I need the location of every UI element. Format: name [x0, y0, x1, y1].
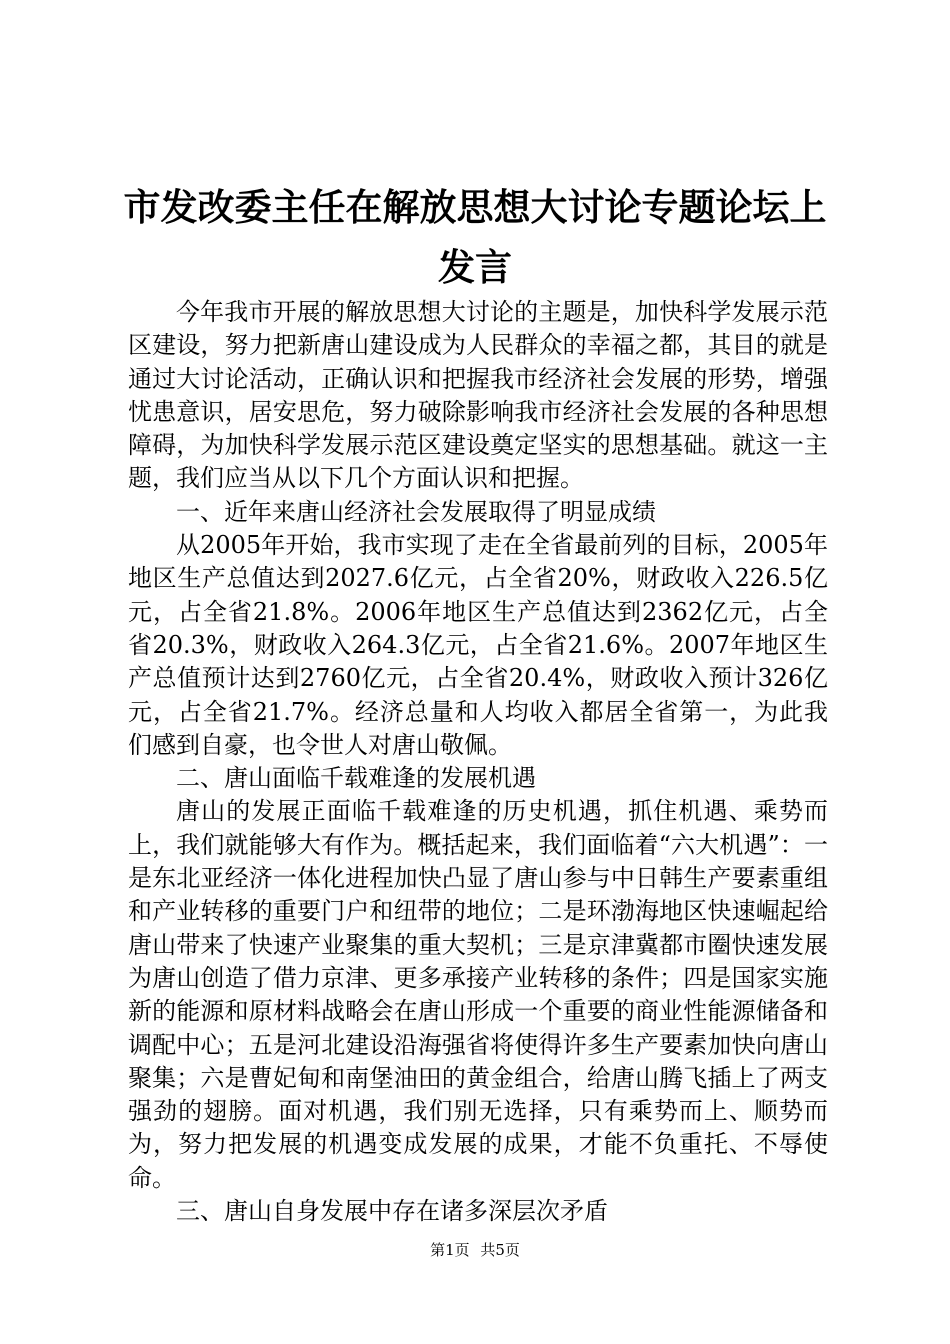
page-total: 共5页 — [480, 1241, 520, 1259]
paragraph: 唐山的发展正面临千载难逢的历史机遇，抓住机遇、乘势而上，我们就能够大有作为。概括起来，我们面临着“六大机遇”：一是东北亚经济一体化进程加快凸显了唐山参与中日韩生产要素重组和产业转移的重要门户和纽带的地位；二是环渤海地区快速崛起给唐山带来了快速产业聚集的重大契机；三是京津冀都市圈快速发展为唐山创造了借力京津、更多承接产业转移的条件；四是国家实施新的能源和原材料战略会在唐山形成一个重要的商业性能源储备和调配中心；五是河北建设沿海强省将使得许多生产要素加快向唐山聚集；六是曹妃甸和南堡油田的黄金组合，给唐山腾飞插上了两支强劲的翅膀。面对机遇，我们别无选择，只有乘势而上、顺势而为，努力把发展的机遇变成发展的成果，才能不负重托、不辱使命。 — [128, 797, 828, 1192]
section-heading: 三、唐山自身发展中存在诸多深层次矛盾 — [176, 1197, 608, 1226]
section-heading: 一、近年来唐山经济社会发展取得了明显成绩 — [176, 497, 656, 526]
paragraph: 今年我市开展的解放思想大讨论的主题是，加快科学发展示范区建设，努力把新唐山建设成为人民群众的幸福之都，其目的就是通过大讨论活动，正确认识和把握我市经济社会发展的形势，增强忧患意识，居安思危，努力破除影响我市经济社会发展的各种思想障碍，为加快科学发展示范区建设奠定坚实的思想基础。就这一主题，我们应当从以下几个方面认识和把握。 — [128, 298, 828, 493]
paragraph: 从2005年开始，我市实现了走在全省最前列的目标，2005年地区生产总值达到2027.6亿元，占全省20%，财政收入226.5亿元，占全省21.8%。2006年地区生产总值达到2362亿元，占全省20.3%，财政收入264.3亿元，占全省21.6%。2007年地区生产总值预计达到2760亿元，占全省20.4%，财政收入预计326亿元，占全省21.7%。经济总量和人均收入都居全省第一，为此我们感到自豪，也令世人对唐山敬佩。 — [128, 531, 828, 759]
document-title: 市发改委主任在解放思想大讨论专题论坛上发言 — [123, 186, 827, 289]
document-body — [128, 296, 828, 1228]
page-footer — [0, 1240, 950, 1260]
page-number: 第1页 — [430, 1241, 470, 1259]
section-heading: 二、唐山面临千载难逢的发展机遇 — [176, 764, 536, 793]
